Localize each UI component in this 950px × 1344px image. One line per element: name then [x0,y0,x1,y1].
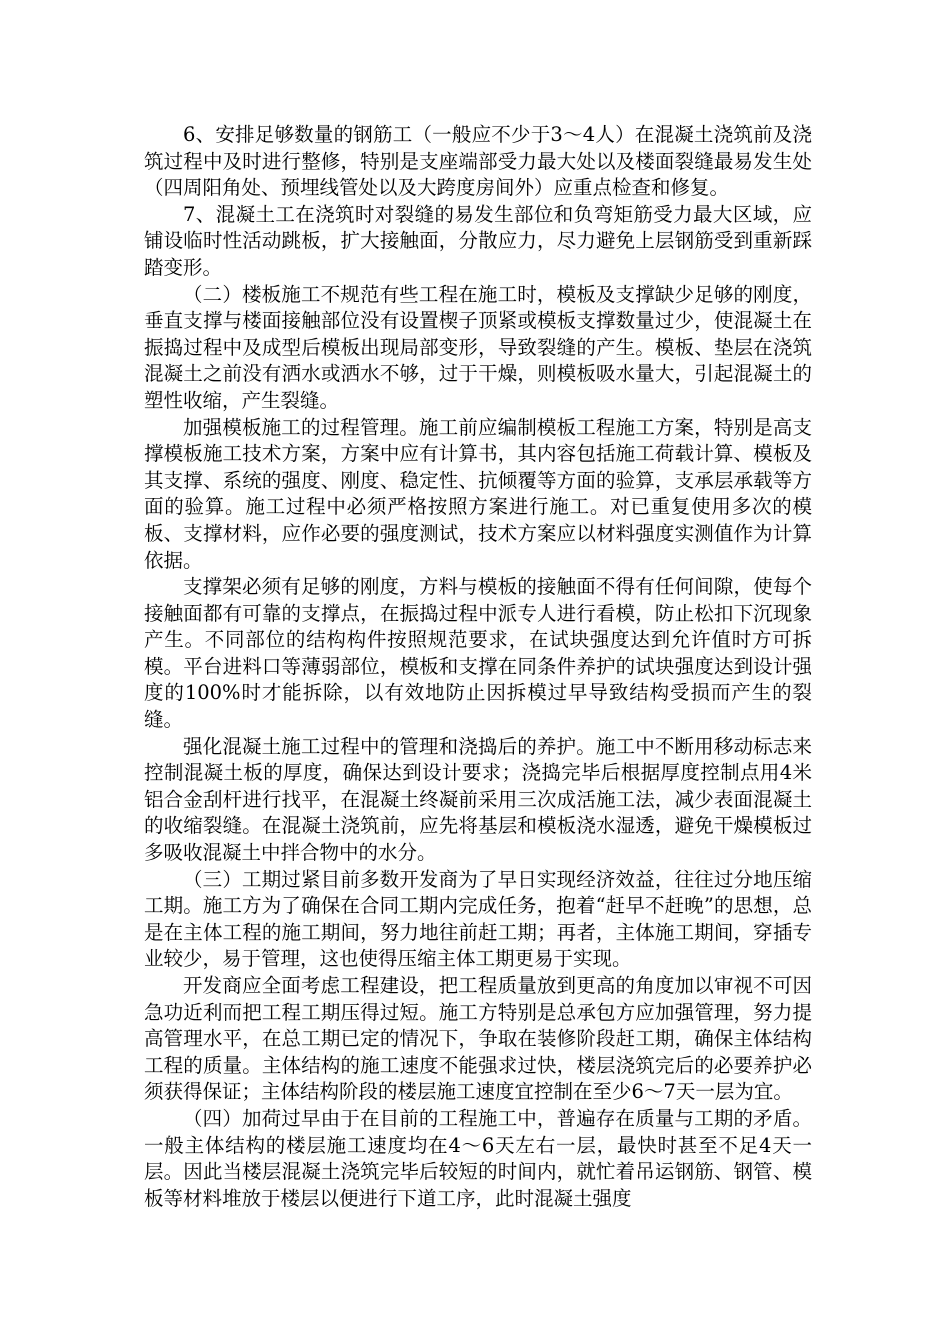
paragraph-1: 6、安排足够数量的钢筋工（一般应不少于3～4人）在混凝土浇筑前及浇筑过程中及时进行整修，特别是支座端部受力最大处以及楼面裂缝最易发生处（四周阳角处、预埋线管处以及大跨度房间外）应重点检查和修复。 [144,123,812,200]
paragraph-7: （三）工期过紧目前多数开发商为了早日实现经济效益，往往过分地压缩工期。施工方为了确保在合同工期内完成任务，抱着“赶早不赶晚”的思想，总是在主体工程的施工期间，努力地往前赶工期；再者，主体施工期间，穿插专业较少，易于管理，这也使得压缩主体工期更易于实现。 [144,867,812,971]
paragraph-5: 支撑架必须有足够的刚度，方料与模板的接触面不得有任何间隙，使每个接触面都有可靠的支撑点，在振捣过程中派专人进行看模，防止松扣下沉现象产生。不同部位的结构构件按照规范要求，在试块强度达到允许值时方可拆模。平台进料口等薄弱部位，模板和支撑在同条件养护的试块强度达到设计强度的100%时才能拆除，以有效地防止因拆模过早导致结构受损而产生的裂缝。 [144,575,812,732]
paragraph-6: 强化混凝土施工过程中的管理和浇捣后的养护。施工中不断用移动标志来控制混凝土板的厚度，确保达到设计要求；浇捣完毕后根据厚度控制点用4米铝合金刮杆进行找平，在混凝土终凝前采用三次成活施工法，减少表面混凝土的收缩裂缝。在混凝土浇筑前，应先将基层和模板浇水湿透，避免干燥模板过多吸收混凝土中拌合物中的水分。 [144,734,812,865]
paragraph-3: （二）楼板施工不规范有些工程在施工时，模板及支撑缺少足够的刚度，垂直支撑与楼面接触部位没有设置楔子顶紧或模板支撑数量过少，使混凝土在振捣过程中及成型后模板出现局部变形，导致裂缝的产生。模板、垫层在浇筑混凝土之前没有洒水或洒水不够，过于干燥，则模板吸水量大，引起混凝土的塑性收缩，产生裂缝。 [144,282,812,412]
paragraph-2: 7、混凝土工在浇筑时对裂缝的易发生部位和负弯矩筋受力最大区域，应铺设临时性活动跳板，扩大接触面，分散应力，尽力避免上层钢筋受到重新踩踏变形。 [144,202,812,279]
paragraph-8: 开发商应全面考虑工程建设，把工程质量放到更高的角度加以审视不可因急功近利而把工程工期压得过短。施工方特别是总承包方应加强管理，努力提高管理水平，在总工期已定的情况下，争取在装修阶段赶工期，确保主体结构工程的质量。主体结构的施工速度不能强求过快，楼层浇筑完后的必要养护必须获得保证；主体结构阶段的楼层施工速度宜控制在至少6～7天一层为宜。 [144,974,812,1104]
paragraph-9: （四）加荷过早由于在目前的工程施工中，普遍存在质量与工期的矛盾。一般主体结构的楼层施工速度均在4～6天左右一层，最快时甚至不足4天一层。因此当楼层混凝土浇筑完毕后较短的时间内，就忙着吊运钢筋、钢管、模板等材料堆放于楼层以便进行下道工序，此时混凝土强度 [144,1106,812,1210]
paragraph-4: 加强模板施工的过程管理。施工前应编制模板工程施工方案，特别是高支撑模板施工技术方案，方案中应有计算书，其内容包括施工荷载计算、模板及其支撑、系统的强度、刚度、稳定性、抗倾覆等方面的验算，支承层承载等方面的验算。施工过程中必须严格按照方案进行施工。对已重复使用多次的模板、支撑材料，应作必要的强度测试，技术方案应以材料强度实测值作为计算依据。 [144,415,812,572]
document-body [144,122,812,1212]
